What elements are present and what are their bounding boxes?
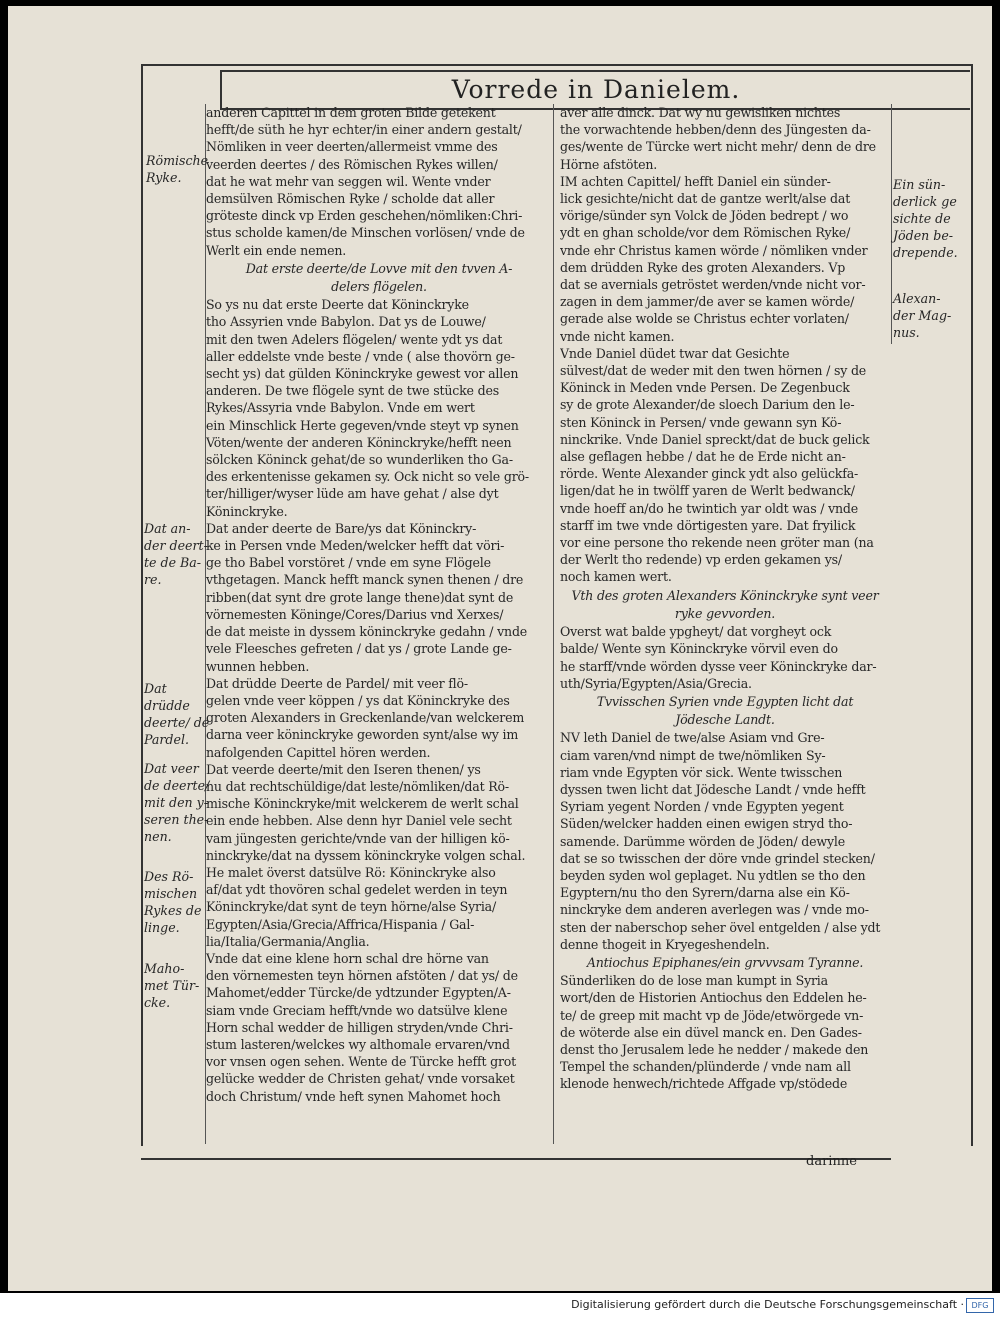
dfg-logo: DFG	[966, 1298, 994, 1313]
text-line: de dat meiste in dyssem köninckryke gedahn / vnde	[206, 624, 528, 640]
text-line: Pardel.	[144, 732, 189, 747]
section-heading: Tvvisschen Syrien vnde Egypten licht dat	[596, 693, 854, 709]
text-line: ein Minschlick Herte gegeven/vnde steyt vp synen	[206, 417, 519, 433]
text-line: lia/Italia/Germania/Anglia.	[206, 933, 370, 949]
right-lines-e	[560, 972, 890, 1092]
text-line: nen.	[144, 829, 172, 844]
text-line: Süden/welcker hadden einen ewigen stryd tho-	[560, 816, 853, 832]
text-line: aller eddelste vnde beste / vnde ( alse thovörn ge-	[206, 348, 515, 364]
text-line: vam jüngesten gerichte/vnde van der hilligen kö-	[206, 830, 510, 846]
text-line: wort/den de Historien Antiochus den Eddelen he-	[560, 990, 867, 1006]
text-line: anderen Capittel in dem groten Bilde getekent	[206, 105, 496, 120]
text-line: aver alle dinck. Dat wy nu gewisliken nichtes	[560, 105, 841, 120]
text-line: wunnen hebben.	[206, 658, 310, 674]
text-line: beyden syden wol geplaget. Nu ydtlen se tho den	[560, 867, 866, 883]
text-line: ydt en ghan scholde/vor dem Römischen Ryke/	[560, 225, 851, 241]
text-line: dem drüdden Ryke des groten Alexanders. Vp	[560, 259, 846, 275]
margin-note	[893, 176, 958, 261]
text-line: ninckrike. Vnde Daniel spreckt/dat de buck gelick	[560, 431, 870, 447]
text-line: Köninckryke.	[206, 503, 288, 519]
text-line: groten Alexanders in Greckenlande/van welckerem	[206, 710, 525, 726]
text-line: gelen vnde veer köppen / ys dat Köninckryke des	[206, 692, 510, 708]
text-line: re.	[144, 572, 162, 587]
text-line: siam vnde Greciam hefft/vnde wo datsülve klene	[206, 1002, 508, 1018]
text-line: Dat an-	[144, 521, 191, 536]
text-line: riam vnde Egypten vör sick. Wente twisschen	[560, 764, 843, 780]
section-heading-cont: Jödesche Landt.	[675, 712, 775, 728]
text-line: cke.	[144, 995, 171, 1010]
footer-bar	[0, 1293, 1000, 1317]
text-line: vor vnsen ogen sehen. Wente de Türcke hefft grot	[206, 1054, 517, 1070]
text-line: the vorwachtende hebben/denn des Jüngesten da-	[560, 122, 871, 138]
text-line: Vöten/wente der anderen Köninckryke/hefft neen	[206, 434, 512, 450]
left-text-column	[206, 104, 552, 1105]
text-line: de wöterde alse ein düvel manck en. Den Gades-	[560, 1024, 862, 1040]
text-line: ligen/dat he in twölff yaren de Werlt bedwanck/	[560, 483, 855, 499]
text-line: Dat veer	[144, 761, 199, 776]
text-line: Jöden be-	[893, 228, 954, 243]
text-line: mischen	[144, 886, 198, 901]
text-line: sten der naberschop seher övel entgelden / alse ydt	[560, 919, 881, 935]
text-line: Alexan-	[893, 291, 941, 306]
text-line: Syriam yegent Norden / vnde Egypten yegent	[560, 799, 844, 815]
text-line: darna veer köninckryke geworden synt/alse wy im	[206, 727, 519, 743]
text-line: derlick ge	[893, 194, 957, 209]
text-line: nu dat rechtschüldige/dat leste/nömliken/dat Rö-	[206, 778, 509, 794]
text-line: Dat	[144, 681, 167, 696]
text-line: ciam varen/vnd nimpt de twe/nömliken Sy-	[560, 747, 826, 763]
text-line: klenode henwech/richtede Affgade vp/stödede	[560, 1076, 848, 1092]
text-line: mit den twen Adelers flögelen/ wente ydt ys dat	[206, 331, 503, 347]
text-line: Römische	[146, 153, 209, 168]
text-line: anderen. De twe flögele synt de twe stücke des	[206, 383, 499, 399]
margin-note	[144, 868, 201, 936]
text-line: sichte de	[893, 211, 951, 226]
text-line: balde/ Wente syn Köninckryke vörvil even do	[560, 641, 838, 657]
text-line: vörnemesten Köninge/Cores/Darius vnd Xerxes/	[206, 606, 504, 622]
text-line: seren the-	[144, 812, 209, 827]
text-line: lick gesichte/nicht dat de gantze werlt/alse dat	[560, 191, 851, 207]
text-line: Maho-	[144, 961, 185, 976]
text-line: der Werlt tho redende) vp erden gekamen ys/	[560, 552, 842, 568]
left-lines-b	[206, 296, 552, 520]
text-line: denst tho Jerusalem lede he nedder / makede den	[560, 1041, 869, 1057]
text-line: Mahomet/edder Türcke/de ydtzunder Egypten/A-	[206, 985, 511, 1001]
margin-note	[893, 290, 951, 341]
text-line: Köninckryke/dat synt de teyn hörne/alse Syria/	[206, 899, 497, 915]
text-line: denne thogeit in Kryegeshendeln.	[560, 936, 770, 952]
page-title: Vorrede in Danielem.	[220, 70, 970, 110]
text-line: deerte/ de	[144, 715, 210, 730]
text-line: alse geflagen hebbe / dat he de Erde nicht an-	[560, 449, 846, 465]
text-line: Rykes/Assyria vnde Babylon. Vnde em wert	[206, 400, 475, 416]
text-line: Overst wat balde ypgheyt/ dat vorgheyt ock	[560, 624, 832, 640]
text-line: vele Fleesches gefreten / dat ys / grote Lande ge-	[206, 641, 512, 657]
text-line: Hörne afstöten.	[560, 156, 658, 172]
text-line: hefft/de süth he hyr echter/in einer andern gestalt/	[206, 122, 522, 138]
text-line: drüdde	[144, 698, 190, 713]
text-line: der deert-	[144, 538, 208, 553]
text-line: veerden deertes / des Römischen Rykes willen/	[206, 156, 498, 172]
text-line: gröteste dinck vp Erden geschehen/nömliken:Chri-	[206, 208, 523, 224]
text-line: vthgetagen. Manck hefft manck synen thenen / dre	[206, 572, 524, 588]
text-line: den vörnemesten teyn hörnen afstöten / dat ys/ de	[206, 968, 518, 984]
margin-note	[146, 152, 208, 186]
text-line: he starff/vnde wörden dysse veer Köninckryke dar-	[560, 658, 877, 674]
text-line: NV leth Daniel de twe/alse Asiam vnd Gre-	[560, 730, 825, 746]
text-line: ge tho Babel vorstöret / vnde em syne Flögele	[206, 555, 491, 571]
text-line: secht ys) dat gülden Köninckryke gewest vor allen	[206, 366, 519, 382]
text-line: nus.	[893, 325, 920, 340]
catchword: darinne	[806, 1154, 857, 1169]
text-line: dat se avernials getröstet werden/vnde nicht vor-	[560, 277, 866, 293]
margin-note	[144, 520, 208, 588]
text-line: Tempel the schanden/plünderde / vnde nam all	[560, 1059, 851, 1075]
text-line: drepende.	[893, 245, 958, 260]
text-line: vor eine persone tho rekende neen gröter man (na	[560, 535, 874, 551]
text-line: noch kamen wert.	[560, 569, 672, 585]
column-separator	[553, 104, 554, 1144]
text-line: Nömliken in veer deerten/allermeist vmme des	[206, 139, 498, 155]
text-line: ke in Persen vnde Meden/welcker hefft dat vöri-	[206, 538, 505, 554]
text-line: Sünderliken do de lose man kumpt in Syria	[560, 973, 828, 989]
text-line: gerade alse wolde se Christus echter vorlaten/	[560, 311, 849, 327]
text-line: met Tür-	[144, 978, 200, 993]
section-heading-cont: delers flögelen.	[331, 279, 427, 295]
text-line: Egypten/Asia/Grecia/Affrica/Hispania / Gal-	[206, 916, 475, 932]
text-line: mische Köninckryke/mit welckerem de werlt schal	[206, 796, 519, 812]
text-line: Vnde Daniel düdet twar dat Gesichte	[560, 345, 790, 361]
text-line: Ein sün-	[893, 177, 946, 192]
text-line: Rykes de	[144, 903, 202, 918]
text-line: stus scholde kamen/de Minschen vorlösen/ vnde de	[206, 225, 525, 241]
text-line: linge.	[144, 920, 180, 935]
bottom-rule	[141, 1158, 891, 1160]
text-line: dyssen twen licht dat Jödesche Landt / vnde hefft	[560, 781, 866, 797]
section-heading: Vth des groten Alexanders Köninckryke synt veer	[571, 587, 879, 603]
text-line: te/ de greep mit macht vp de Jöde/etwörgede vn-	[560, 1007, 864, 1023]
text-line: stum lasteren/welckes wy althomale ervaren/vnd	[206, 1036, 510, 1052]
text-line: ninckryke dem anderen averlegen was / vnde mo-	[560, 902, 869, 918]
text-line: dat se so twisschen der döre vnde grindel stecken/	[560, 850, 875, 866]
text-line: de deerte/	[144, 778, 210, 793]
text-line: dat he wat mehr van seggen wil. Wente vnder	[206, 173, 491, 189]
text-line: Des Rö-	[144, 869, 194, 884]
text-line: rörde. Wente Alexander ginck ydt also gelückfa-	[560, 466, 859, 482]
margin-note	[144, 680, 209, 748]
text-line: Egyptern/nu tho den Syrern/darna alse ein Kö-	[560, 885, 850, 901]
text-line: sy de grote Alexander/de sloech Darium den le-	[560, 397, 855, 413]
text-line: af/dat ydt thovören schal gedelet werden in teyn	[206, 882, 508, 898]
text-line: Köninck in Meden vnde Persen. De Zegenbuck	[560, 380, 850, 396]
right-lines-a	[560, 104, 890, 173]
right-text-column	[560, 104, 890, 1093]
left-lines-a	[206, 104, 552, 259]
text-line: IM achten Capittel/ hefft Daniel ein sünder-	[560, 173, 831, 189]
text-line: gelücke wedder de Christen gehat/ vnde vorsaket	[206, 1071, 515, 1087]
left-lines-c	[206, 520, 552, 675]
section-heading: Antiochus Epiphanes/ein grvvvsam Tyranne.	[586, 954, 864, 970]
text-line: mit den y-	[144, 795, 209, 810]
text-line: uth/Syria/Egypten/Asia/Grecia.	[560, 675, 752, 691]
text-line: doch Christum/ vnde heft synen Mahomet hoch	[206, 1088, 501, 1104]
text-line: vnde hoeff an/do he twintich yar oldt was / vnde	[560, 500, 859, 516]
text-line: vörige/sünder syn Volck de Jöden bedrept / wo	[560, 208, 849, 224]
left-lines-d	[206, 675, 552, 1105]
text-line: starff im twe vnde dörtigesten yare. Dat fryilick	[560, 517, 856, 533]
text-line: Dat ander deerte de Bare/ys dat Köninckry-	[206, 520, 477, 536]
text-line: demsülven Römischen Ryke / scholde dat aller	[206, 191, 495, 207]
text-line: Dat veerde deerte/mit den Iseren thenen/ ys	[206, 761, 481, 777]
text-line: sülvest/dat de weder mit den twen hörnen / sy de	[560, 363, 867, 379]
text-line: vnde nicht kamen.	[560, 328, 675, 344]
text-line: tho Assyrien vnde Babylon. Dat ys de Louwe/	[206, 314, 486, 330]
text-line: Ryke.	[146, 170, 182, 185]
text-line: te de Ba-	[144, 555, 202, 570]
text-line: He malet överst datsülve Rö: Köninckryke also	[206, 864, 496, 880]
text-line: ges/wente de Türcke wert nicht mehr/ denn de dre	[560, 139, 876, 155]
text-line: Werlt ein ende nemen.	[206, 242, 347, 258]
text-line: ter/hilliger/wyser lüde am have gehat / alse dyt	[206, 486, 499, 502]
text-line: Dat drüdde Deerte de Pardel/ mit veer flö-	[206, 675, 468, 691]
margin-note	[144, 760, 209, 845]
right-column-rule	[891, 104, 892, 344]
text-line: Horn schal wedder de hilligen stryden/vnde Chri-	[206, 1019, 513, 1035]
text-line: So ys nu dat erste Deerte dat Köninckryke	[206, 297, 469, 313]
text-line: vnde ehr Christus kamen wörde / nömliken vnder	[560, 242, 868, 258]
text-line: der Mag-	[893, 308, 952, 323]
right-lines-b	[560, 173, 890, 586]
text-line: nafolgenden Capittel hören werden.	[206, 744, 431, 760]
text-line: zagen in dem jammer/de aver se kamen wörde/	[560, 294, 855, 310]
text-line: samende. Darümme wörden de Jöden/ dewyle	[560, 833, 845, 849]
text-line: Vnde dat eine klene horn schal dre hörne van	[206, 950, 489, 966]
right-lines-d	[560, 729, 890, 953]
section-heading: Dat erste deerte/de Lovve mit den tvven A-	[245, 260, 513, 276]
text-line: ein ende hebben. Alse denn hyr Daniel vele secht	[206, 813, 512, 829]
text-line: des erkentenisse gekamen sy. Ock nicht so vele grö-	[206, 469, 529, 485]
text-line: sten Köninck in Persen/ vnde gewann syn Kö-	[560, 414, 842, 430]
margin-note	[144, 960, 199, 1011]
text-line: ninckryke/dat na dyssem köninckryke volgen schal.	[206, 847, 526, 863]
text-line: sölcken Köninck gehat/de so wunderliken tho Ga-	[206, 452, 513, 468]
right-lines-c	[560, 623, 890, 692]
text-line: ribben(dat synt dre grote lange thene)dat synt de	[206, 589, 514, 605]
section-heading-cont: ryke gevvorden.	[674, 605, 776, 621]
footer-credit: Digitalisierung gefördert durch die Deutsche Forschungsgemeinschaft ·	[571, 1298, 964, 1311]
